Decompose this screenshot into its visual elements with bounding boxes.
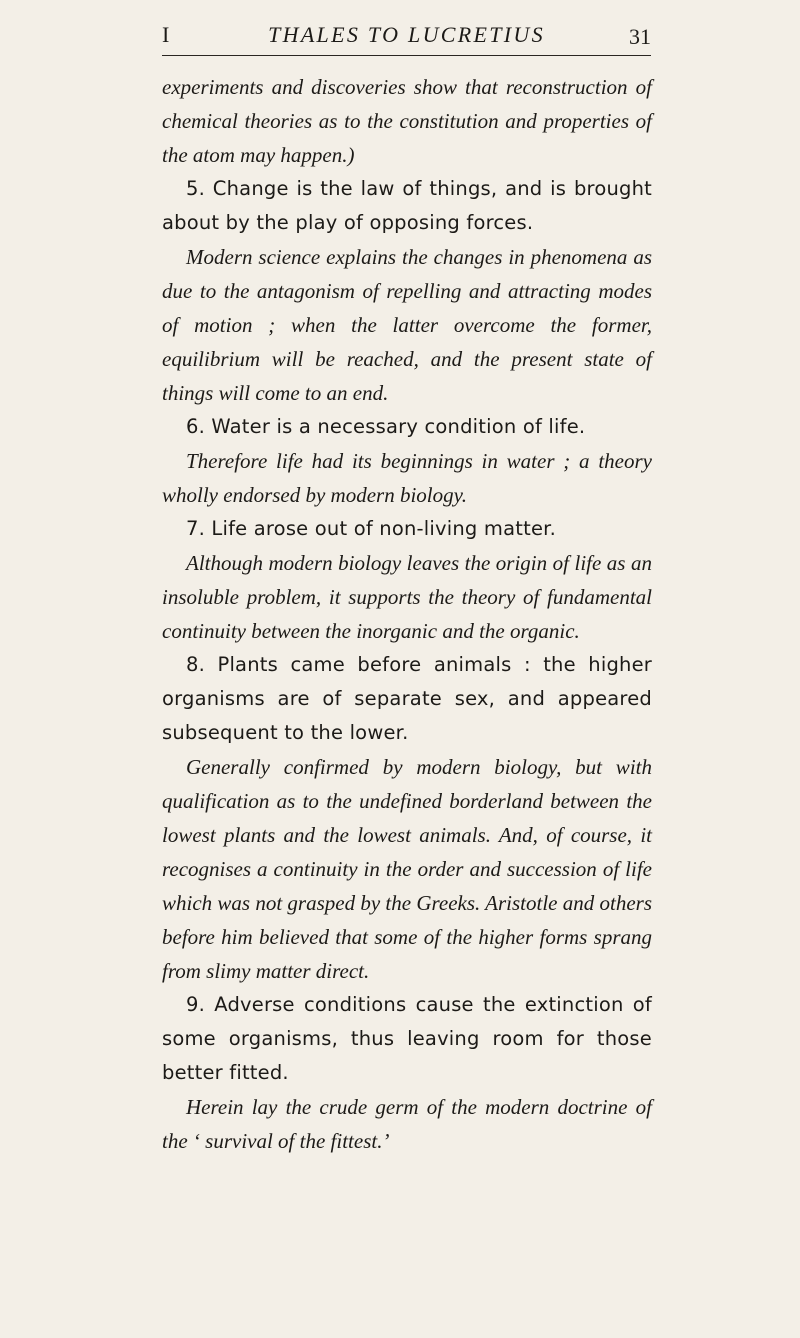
commentary-paragraph: Therefore life had its beginnings in water ; a theory wholly endorsed by modern biology. [162, 449, 652, 507]
proposition-7: 7. Life arose out of non-living matter. [186, 517, 556, 540]
running-head [162, 20, 651, 56]
commentary-paragraph: Modern science explains the changes in phenomena as due to the antagonism of repelling and attracting modes of motion ; when the latter overcome the former, equilibrium will be reached, and the present state of things will come to an end. [162, 245, 652, 405]
commentary-paragraph: Herein lay the crude germ of the modern doctrine of the ‘ survival of the fittest.’ [162, 1095, 652, 1153]
commentary-paragraph: experiments and discoveries show that reconstruction of chemical theories as to the constitution and properties of the atom may happen.) [162, 75, 652, 167]
header-rule [162, 55, 651, 56]
proposition-6: 6. Water is a necessary condition of life. [186, 415, 586, 438]
body-text [162, 70, 652, 1158]
running-title: THALES TO LUCRETIUS [268, 22, 545, 47]
proposition-5: 5. Change is the law of things, and is brought about by the play of opposing forces. [162, 177, 652, 234]
chapter-number: I [162, 22, 170, 47]
commentary-paragraph: Although modern biology leaves the origin of life as an insoluble problem, it supports the theory of fundamental continuity between the inorganic and the organic. [162, 551, 652, 643]
commentary-paragraph: Generally confirmed by modern biology, but with qualification as to the undefined borderland between the lowest plants and the lowest animals. And, of course, it recognises a continuity in the order and succession of life which was not grasped by the Greeks. Aristotle and others before him believed that some of the higher forms sprang from slimy matter direct. [162, 755, 652, 983]
proposition-9: 9. Adverse conditions cause the extinction of some organisms, thus leaving room for those better fitted. [162, 993, 652, 1084]
proposition-8: 8. Plants came before animals : the higher organisms are of separate sex, and appeared subsequent to the lower. [162, 653, 652, 744]
page-number: 31 [629, 24, 651, 49]
